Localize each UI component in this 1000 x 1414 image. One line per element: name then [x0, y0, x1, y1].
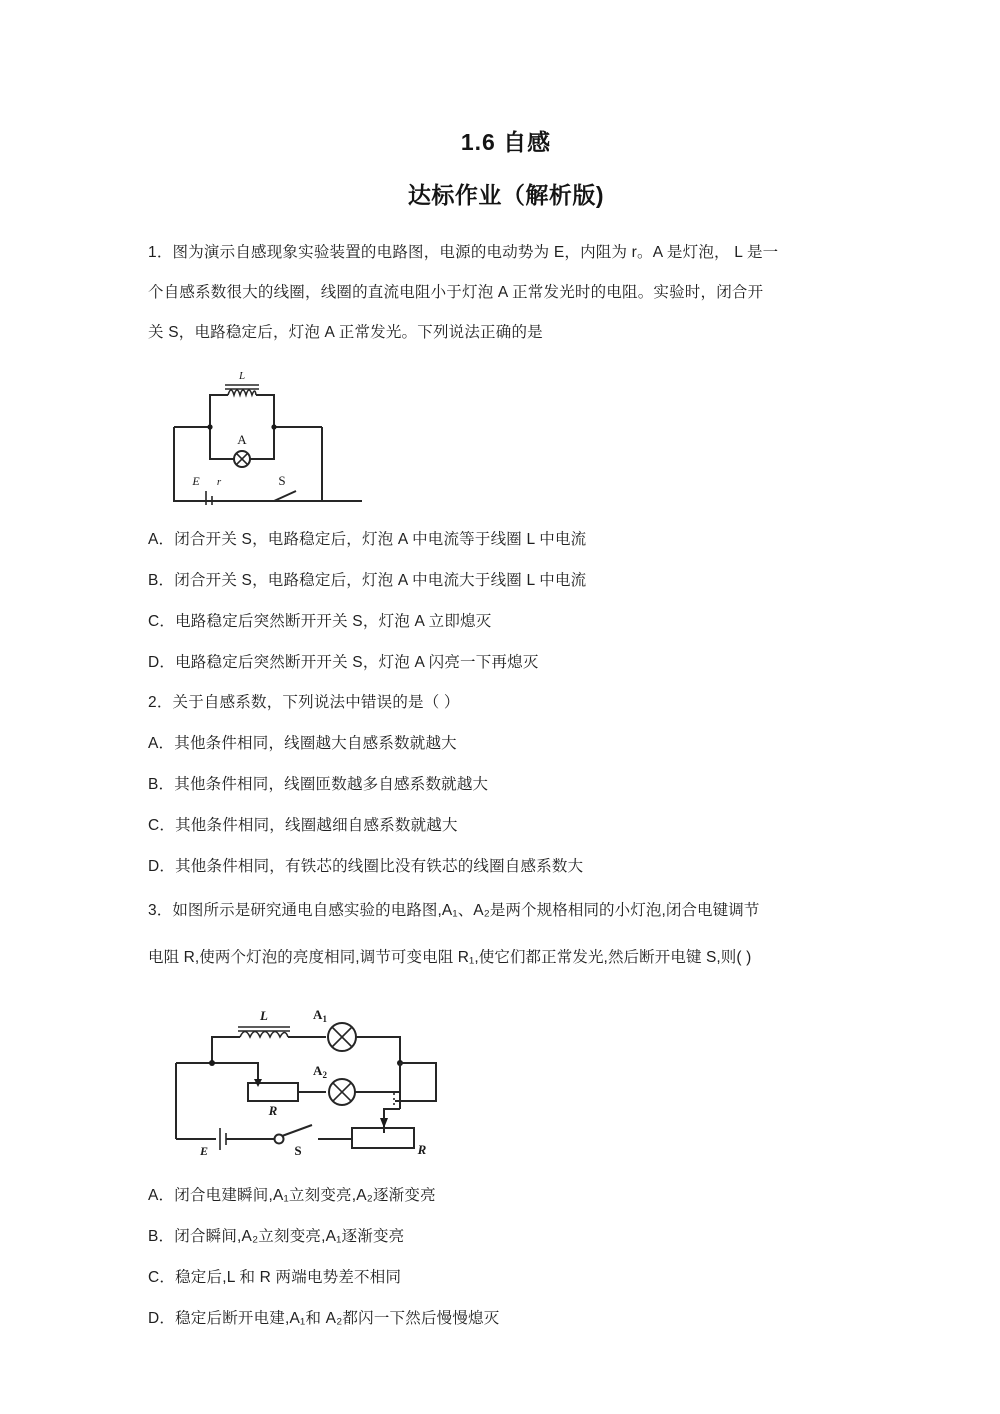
figure-2-label-A2: $A_2$	[313, 1062, 327, 1080]
question-2-option-d: D．其他条件相同，有铁芯的线圈比没有铁芯的线圈自感系数大	[148, 857, 584, 875]
question-1-stem-line-2: 个自感系数很大的线圈，线圈的直流电阻小于灯泡 A 正常发光时的电阻。实验时，闭合开	[148, 283, 764, 301]
question-3	[148, 887, 864, 1339]
question-1-option-b: B．闭合开关 S，电路稳定后，灯泡 A 中电流大于线圈 L 中电流	[148, 571, 587, 589]
question-1-stem-line-3: 关 S，电路稳定后，灯泡 A 正常发光。下列说法正确的是	[148, 323, 543, 341]
question-3-stem-line-2: 电阻 R,使两个灯泡的亮度相同,调节可变电阻 R₁,使它们都正常发光,然后断开电键 S,则( )	[148, 948, 752, 966]
question-3-option-d: D．稳定后断开电建,A₁和 A₂都闪一下然后慢慢熄灭	[148, 1309, 500, 1327]
figure-2-label-A1: $A_1$	[313, 1006, 327, 1024]
figure-2-label-L: L	[260, 1007, 268, 1023]
figure-1-svg	[162, 365, 362, 505]
question-3-option-b: B．闭合瞬间,A₂立刻变亮,A₁逐渐变亮	[148, 1227, 405, 1245]
figure-1-circuit-diagram	[162, 365, 864, 505]
page-title: 1.6 自感	[460, 129, 552, 155]
figure-2-circuit-diagram	[170, 997, 864, 1157]
question-3-option-a: A．闭合电建瞬间,A₁立刻变亮,A₂逐渐变亮	[148, 1186, 436, 1204]
question-3-option-c: C．稳定后,L 和 R 两端电势差不相同	[148, 1268, 402, 1286]
page-subtitle: 达标作业（解析版)	[407, 182, 605, 209]
question-1	[148, 233, 864, 683]
question-2	[148, 683, 864, 887]
figure-1-label-A: A	[237, 431, 247, 447]
question-1-option-a: A．闭合开关 S，电路稳定后，灯泡 A 中电流等于线圈 L 中电流	[148, 530, 587, 548]
figure-2-svg	[170, 997, 450, 1157]
figure-1-label-S: S	[278, 472, 286, 488]
question-2-stem: 2．关于自感系数，下列说法中错误的是（ ）	[148, 693, 460, 711]
question-2-option-c: C．其他条件相同，线圈越细自感系数就越大	[148, 816, 458, 834]
question-3-stem-line-1: 3．如图所示是研究通电自感实验的电路图,A₁、A₂是两个规格相同的小灯泡,闭合电键调节	[148, 901, 760, 919]
figure-2-label-R: R	[268, 1102, 278, 1118]
question-1-option-d: D．电路稳定后突然断开开关 S，灯泡 A 闪亮一下再熄灭	[148, 653, 539, 671]
figure-2-node-left	[209, 1060, 215, 1066]
figure-1-node-right	[271, 424, 276, 429]
figure-1-node-left	[207, 424, 212, 429]
document-content	[148, 0, 864, 1339]
figure-2-label-R1: R	[417, 1141, 427, 1157]
figure-2-label-S: S	[294, 1142, 302, 1157]
figure-2-label-E: E	[199, 1143, 209, 1157]
figure-1-label-L: L	[238, 369, 246, 382]
question-2-option-a: A．其他条件相同，线圈越大自感系数就越大	[148, 734, 457, 752]
question-1-option-c: C．电路稳定后突然断开开关 S，灯泡 A 立即熄灭	[148, 612, 492, 630]
question-1-stem-line-1: 1．图为演示自感现象实验装置的电路图，电源的电动势为 E，内阻为 r。A 是灯泡， L 是一	[148, 243, 779, 261]
question-2-option-b: B．其他条件相同，线圈匝数越多自感系数就越大	[148, 775, 489, 793]
figure-1-label-r: r	[216, 475, 222, 488]
figure-1-label-E: E	[192, 473, 200, 488]
